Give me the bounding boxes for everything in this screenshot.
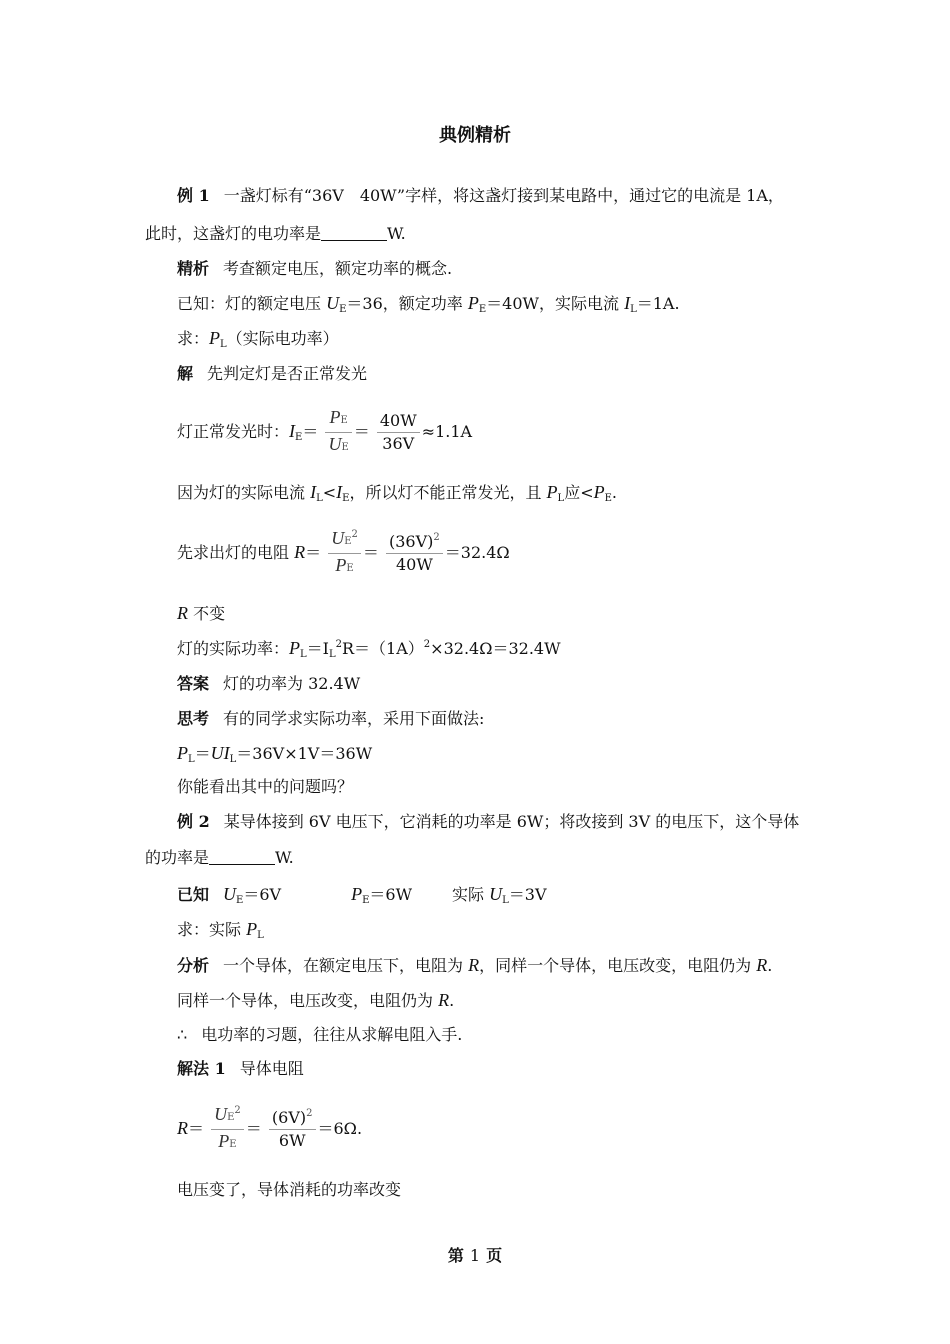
analysis-2: 分析 一个导体，在额定电压下，电阻为 R，同样一个导体，电压改变，电阻仍为 R.	[177, 955, 773, 975]
analysis-2-label: 分析	[177, 956, 210, 975]
example-2-line-1: 例 2 某导体接到 6V 电压下，它消耗的功率是 6W；将改接到 3V 的电压下，这个导体	[177, 812, 800, 831]
fraction-ue2-pe-2: $\frac{UE^2}{PE}$	[211, 1103, 244, 1156]
page-title: 典例精析	[439, 125, 511, 146]
therefore-line: ∴ 电功率的习题，往往从求解电阻入手.	[177, 1025, 463, 1044]
analysis-text: 考查额定电压，额定功率的概念.	[223, 259, 453, 278]
solution-2: 解法 1 导体电阻	[177, 1059, 304, 1078]
equation-current: 灯正常发光时：$I_E=$ $\frac{PE}{UE}$ ＝ $\frac{40W}{36V}$ ≈1.1A	[177, 406, 472, 459]
equation-resistance: 先求出灯的电阻 R＝ $\frac{UE^2}{PE}$ ＝ $\frac{(36V)^2}{40W}$ ＝32.4Ω	[177, 527, 510, 580]
answer-blank	[321, 224, 387, 241]
analysis-label: 精析	[177, 259, 210, 278]
actual-power-line: 灯的实际功率：$P_L=I_L^2R=(1A)^2\times 32.4\Omega=32.4W$	[177, 638, 561, 660]
last-line: 电压变了，导体消耗的功率改变	[177, 1180, 402, 1199]
ask-2: 求：实际 $P_L$	[177, 919, 264, 941]
example-2-label: 例 2	[177, 812, 210, 831]
example-2-line-2: 的功率是 W.	[145, 848, 294, 867]
example-1-label: 例 1	[177, 186, 210, 205]
ask-1: 求：$P_L$（实际电功率）	[177, 328, 339, 350]
example-1-line-1	[177, 186, 784, 206]
analysis-1	[177, 259, 452, 279]
fraction-36v2-40w: $\frac{(36V)^2}{40W}$	[386, 531, 443, 576]
fraction-pe-ue: $\frac{PE}{UE}$	[325, 406, 351, 459]
answer-blank-2	[209, 848, 275, 865]
known-1: 已知：灯的额定电压 $U_E=36$，额定功率 $P_E=40W$，实际电流 $I_L=1A$.	[177, 293, 680, 315]
example-1-text: 一盏灯标有“36V 40W”字样，将这盏灯接到某电路中，通过它的电流是 1A，	[223, 186, 784, 205]
fraction-6v2-6w: $\frac{(6V)^2}{6W}$	[269, 1107, 316, 1152]
example-1-text-2: 此时，这盏灯的电功率是	[145, 224, 322, 243]
because-line: 因为灯的实际电流 $I_L<I_E$，所以灯不能正常发光，且 $P_L$应$<P_E$.	[177, 482, 618, 504]
solution-label: 解	[177, 364, 194, 383]
known-label: 已知	[177, 885, 210, 904]
think-line: 思考 有的同学求实际功率，采用下面做法:	[177, 709, 485, 728]
think-equation: $P_L=UI_L=36V\times 1V=36W$	[177, 743, 373, 765]
unit-text: W.	[387, 224, 406, 243]
fraction-40w-36v: $\frac{40W}{36V}$	[377, 410, 420, 455]
analysis-2-line-2: 同样一个导体，电压改变，电阻仍为 R.	[177, 990, 455, 1010]
r-constant: R 不变	[177, 603, 226, 623]
solution-1: 解 先判定灯是否正常发光	[177, 364, 368, 383]
known-2: 已知 $U_E=6V$ $P_E=6W$ 实际 $U_L=3V$	[177, 884, 547, 906]
answer-1: 答案 灯的功率为 32.4W	[177, 674, 361, 693]
solution-2-label: 解法 1	[177, 1059, 226, 1078]
answer-label: 答案	[177, 674, 210, 693]
think-label: 思考	[177, 709, 210, 728]
page-number: 第 1 页	[447, 1246, 503, 1265]
example-1-line-2	[145, 224, 406, 244]
fraction-ue2-pe: $\frac{UE^2}{PE}$	[328, 527, 361, 580]
think-question: 你能看出其中的问题吗？	[177, 777, 354, 796]
therefore-symbol: ∴	[177, 1025, 188, 1044]
equation-resistance-2: R＝ $\frac{UE^2}{PE}$ ＝ $\frac{(6V)^2}{6W}$ ＝6Ω.	[177, 1103, 362, 1156]
